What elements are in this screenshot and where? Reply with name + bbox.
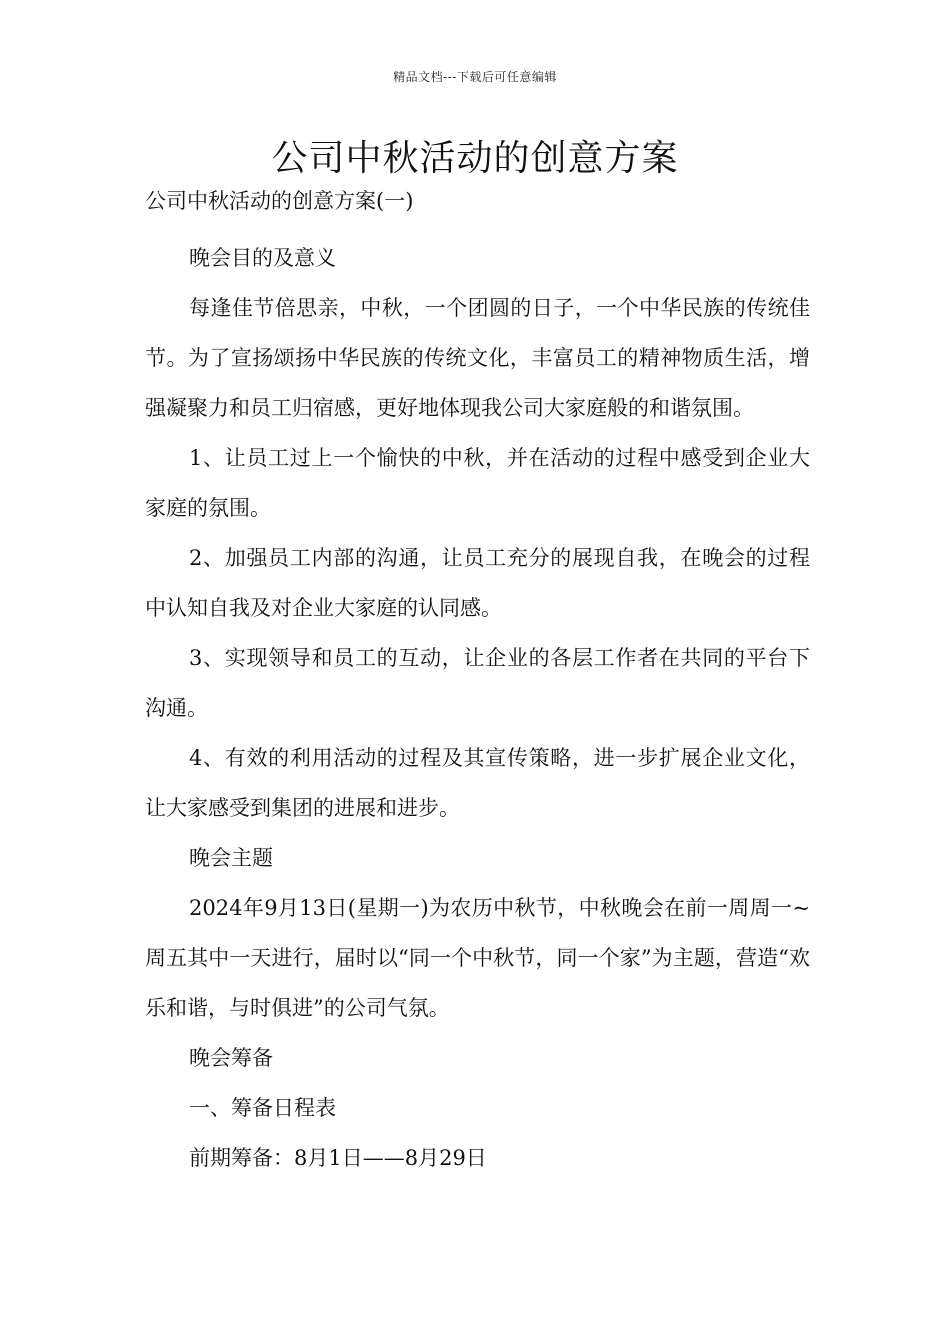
list-item-1: 1、让员工过上一个愉快的中秋，并在活动的过程中感受到企业大家庭的氛围。 bbox=[145, 446, 810, 520]
schedule-item: 前期筹备：8月1日——8月29日 bbox=[189, 1146, 487, 1170]
paragraph-intro: 每逢佳节倍思亲，中秋，一个团圆的日子，一个中华民族的传统佳节。为了宣扬颂扬中华民族的传统文化，丰富员工的精神物质生活，增强凝聚力和员工归宿感，更好地体现我公司大家庭般的和谐氛围。 bbox=[145, 296, 810, 420]
paragraph-theme: 2024年9月13日(星期一)为农历中秋节，中秋晚会在前一周周一~周五其中一天进行，届时以“同一个中秋节，同一个家”为主题，营造“欢乐和谐，与时俱进”的公司气氛。 bbox=[145, 896, 810, 1020]
heading-schedule: 一、筹备日程表 bbox=[189, 1096, 336, 1120]
document-subtitle: 公司中秋活动的创意方案(一) bbox=[145, 189, 414, 213]
document-body bbox=[145, 233, 810, 1183]
list-item-4: 4、有效的利用活动的过程及其宣传策略，进一步扩展企业文化，让大家感受到集团的进展和进步。 bbox=[145, 746, 810, 820]
list-item-3: 3、实现领导和员工的互动，让企业的各层工作者在共同的平台下沟通。 bbox=[145, 646, 810, 720]
heading-purpose: 晚会目的及意义 bbox=[189, 246, 336, 270]
document-title: 公司中秋活动的创意方案 bbox=[271, 138, 679, 179]
list-item-2: 2、加强员工内部的沟通，让员工充分的展现自我，在晚会的过程中认知自我及对企业大家庭的认同感。 bbox=[145, 546, 810, 620]
page-header: 精品文档---下载后可任意编辑 bbox=[393, 70, 557, 84]
heading-preparation: 晚会筹备 bbox=[189, 1046, 273, 1070]
heading-theme: 晚会主题 bbox=[189, 846, 273, 870]
